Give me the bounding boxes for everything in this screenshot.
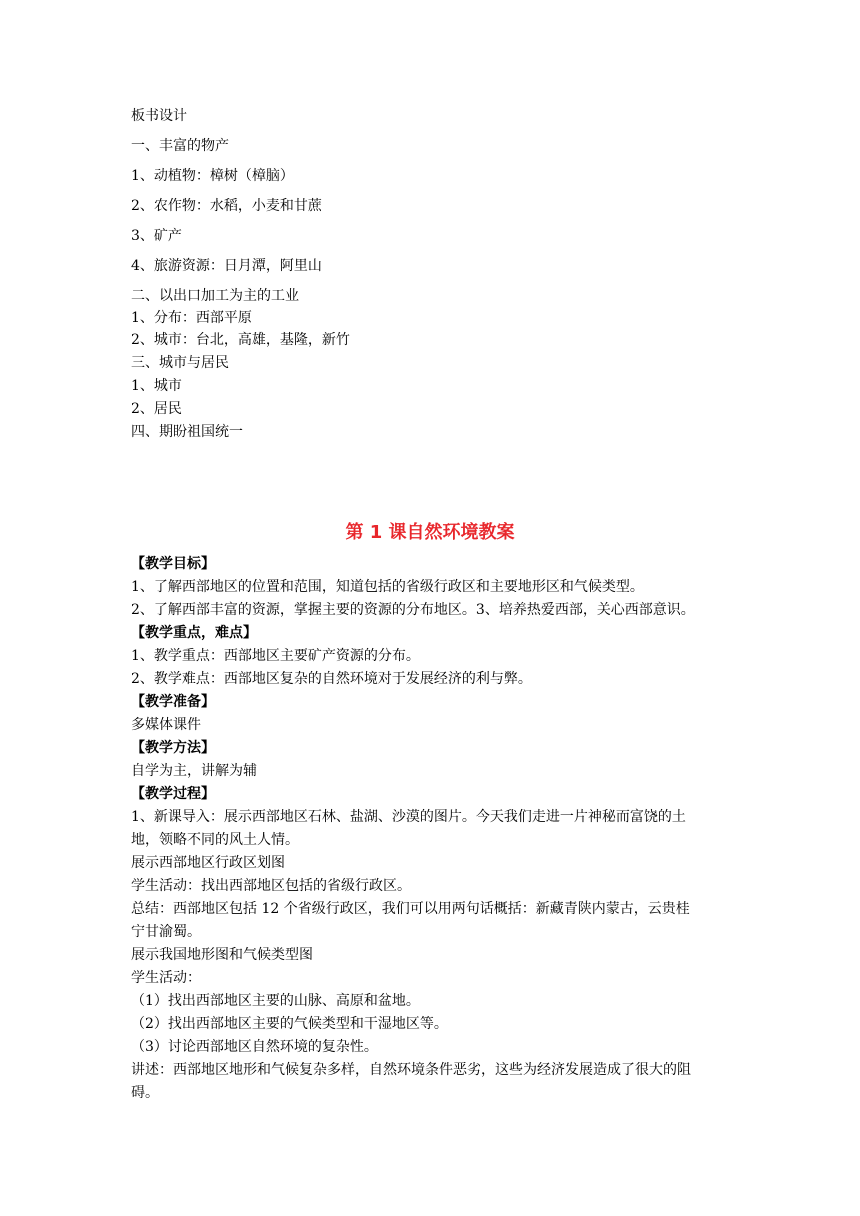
board-line: 1、分布：西部平原 bbox=[131, 310, 252, 326]
body-line: 地，领略不同的风土人情。 bbox=[131, 832, 299, 848]
board-line: 2、城市：台北，高雄，基隆，新竹 bbox=[131, 332, 350, 348]
section-heading: 【教学过程】 bbox=[131, 786, 215, 802]
body-line: 2、教学难点：西部地区复杂的自然环境对于发展经济的利与弊。 bbox=[131, 671, 532, 687]
body-line: 学生活动： bbox=[131, 970, 201, 986]
section-heading: 【教学目标】 bbox=[131, 556, 215, 572]
board-line: 2、农作物：水稻，小麦和甘蔗 bbox=[131, 198, 322, 214]
body-line: 展示我国地形图和气候类型图 bbox=[131, 947, 313, 963]
body-line: 1、了解西部地区的位置和范围，知道包括的省级行政区和主要地形区和气候类型。 bbox=[131, 579, 644, 595]
section-heading: 【教学准备】 bbox=[131, 694, 215, 710]
body-line: （2）找出西部地区主要的气候类型和干湿地区等。 bbox=[131, 1016, 448, 1032]
board-line: 二、以出口加工为主的工业 bbox=[131, 288, 299, 304]
body-line: 展示西部地区行政区划图 bbox=[131, 855, 285, 871]
body-line: 学生活动：找出西部地区包括的省级行政区。 bbox=[131, 878, 411, 894]
body-line: 讲述：西部地区地形和气候复杂多样，自然环境条件恶劣，这些为经济发展造成了很大的阻 bbox=[131, 1062, 691, 1078]
body-line: 自学为主，讲解为辅 bbox=[131, 763, 257, 779]
body-line: 宁甘渝蜀。 bbox=[131, 924, 201, 940]
board-heading: 板书设计 bbox=[131, 108, 187, 124]
board-line: 4、旅游资源：日月潭，阿里山 bbox=[131, 258, 322, 274]
body-line: 碍。 bbox=[131, 1085, 159, 1101]
lesson-title: 第 1 课自然环境教案 bbox=[345, 522, 515, 543]
board-line: 一、丰富的物产 bbox=[131, 138, 229, 154]
body-line: 2、了解西部丰富的资源，掌握主要的资源的分布地区。3、培养热爱西部，关心西部意识。 bbox=[131, 602, 695, 618]
board-line: 3、矿产 bbox=[131, 228, 182, 244]
body-line: （1）找出西部地区主要的山脉、高原和盆地。 bbox=[131, 993, 420, 1009]
body-line: 多媒体课件 bbox=[131, 717, 201, 733]
board-line: 三、城市与居民 bbox=[131, 355, 229, 371]
section-heading: 【教学方法】 bbox=[131, 740, 215, 756]
board-line: 四、期盼祖国统一 bbox=[131, 424, 243, 440]
body-line: （3）讨论西部地区自然环境的复杂性。 bbox=[131, 1039, 378, 1055]
board-line: 2、居民 bbox=[131, 401, 182, 417]
body-line: 总结：西部地区包括 12 个省级行政区，我们可以用两句话概括：新藏青陕内蒙古，云贵桂 bbox=[131, 901, 690, 917]
board-line: 1、城市 bbox=[131, 378, 182, 394]
body-line: 1、新课导入：展示西部地区石林、盐湖、沙漠的图片。今天我们走进一片神秘而富饶的土 bbox=[131, 809, 686, 825]
section-heading: 【教学重点，难点】 bbox=[131, 625, 257, 641]
board-line: 1、动植物：樟树（樟脑） bbox=[131, 168, 294, 184]
body-line: 1、教学重点：西部地区主要矿产资源的分布。 bbox=[131, 648, 420, 664]
